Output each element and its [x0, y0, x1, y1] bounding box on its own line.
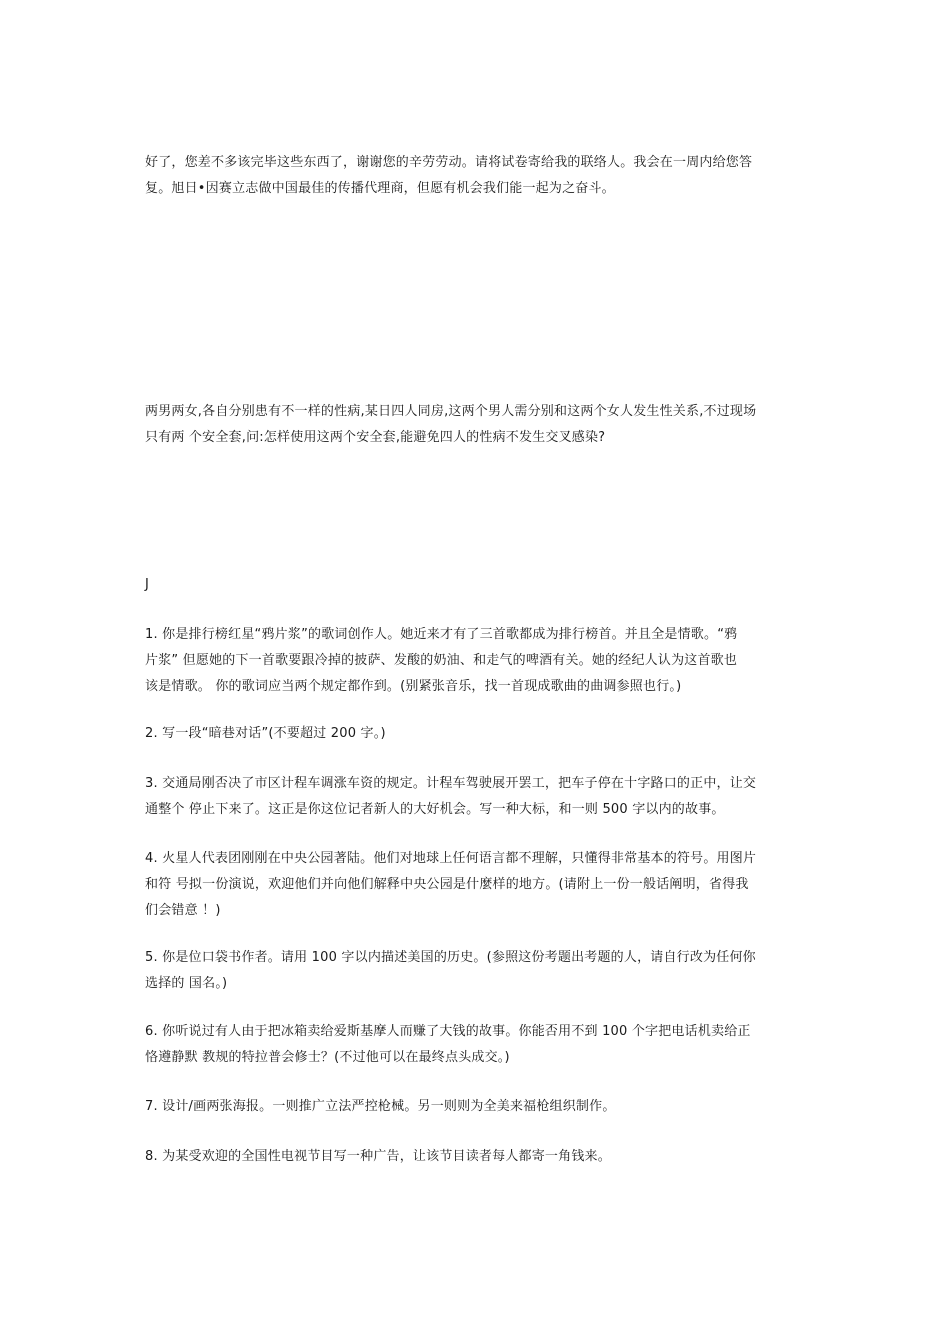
question-1	[145, 622, 807, 700]
question-line: 恪遵静默 教规的特拉普会修士？(不过他可以在最终点头成交。)	[145, 1050, 510, 1065]
question-line: 和符 号拟一份演说，欢迎他们并向他们解释中央公园是什麼样的地方。(请附上一份一般话阐明，省得我	[145, 877, 749, 892]
question-2	[145, 721, 807, 747]
question-line: 1. 你是排行榜红星“鸦片浆”的歌词创作人。她近来才有了三首歌都成为排行榜首。并且全是情歌。“鸦	[145, 627, 738, 642]
question-line: 6. 你听说过有人由于把冰箱卖给爱斯基摩人而赚了大钱的故事。你能否用不到 100 个字把电话机卖给正	[145, 1024, 751, 1039]
question-6	[145, 1019, 807, 1071]
section-letter: J	[145, 577, 150, 592]
question-3	[145, 771, 807, 823]
puzzle-line: 两男两女,各自分别患有不一样的性病,某日四人同房,这两个男人需分别和这两个女人发生性关系,不过现场	[145, 404, 757, 419]
question-line: 2. 写一段“暗巷对话”(不要超过 200 字。)	[145, 726, 386, 741]
question-7	[145, 1094, 807, 1120]
question-line: 选择的 国名。)	[145, 976, 228, 991]
puzzle-paragraph	[145, 399, 807, 451]
puzzle-line: 只有两 个安全套,问:怎样使用这两个安全套,能避免四人的性病不发生交叉感染?	[145, 430, 606, 445]
question-line: 4. 火星人代表团刚刚在中央公园著陆。他们对地球上任何语言都不理解，只懂得非常基本的符号。用图片	[145, 851, 757, 866]
question-line: 7. 设计/画两张海报。一则推广立法严控枪械。另一则则为全美来福枪组织制作。	[145, 1099, 616, 1114]
question-line: 该是情歌。 你的歌词应当两个规定都作到。(别紧张音乐，找一首现成歌曲的曲调参照也行。)	[145, 679, 682, 694]
intro-line: 好了，您差不多该完毕这些东西了，谢谢您的辛劳劳动。请将试卷寄给我的联络人。我会在一周内给您答	[145, 155, 753, 170]
question-line: 3. 交通局刚否决了市区计程车调涨车资的规定。计程车驾驶展开罢工，把车子停在十字路口的正中，让交	[145, 776, 757, 791]
question-line: 8. 为某受欢迎的全国性电视节目写一种广告，让该节目读者每人都寄一角钱来。	[145, 1149, 611, 1164]
question-line: 通整个 停止下来了。这正是你这位记者新人的大好机会。写一种大标，和一则 500 字以内的故事。	[145, 802, 725, 817]
intro-paragraph	[145, 150, 807, 202]
question-line: 们会错意 ！)	[145, 903, 221, 918]
question-line: 5. 你是位口袋书作者。请用 100 字以内描述美国的历史。(参照这份考题出考题的人，请自行改为任何你	[145, 950, 756, 965]
question-4	[145, 846, 807, 924]
intro-line: 复。旭日•因赛立志做中国最佳的传播代理商，但愿有机会我们能一起为之奋斗。	[145, 181, 615, 196]
question-5	[145, 945, 807, 997]
question-line: 片浆” 但愿她的下一首歌要跟冷掉的披萨、发酸的奶油、和走气的啤酒有关。她的经纪人认为这首歌也	[145, 653, 738, 668]
question-8	[145, 1144, 807, 1170]
